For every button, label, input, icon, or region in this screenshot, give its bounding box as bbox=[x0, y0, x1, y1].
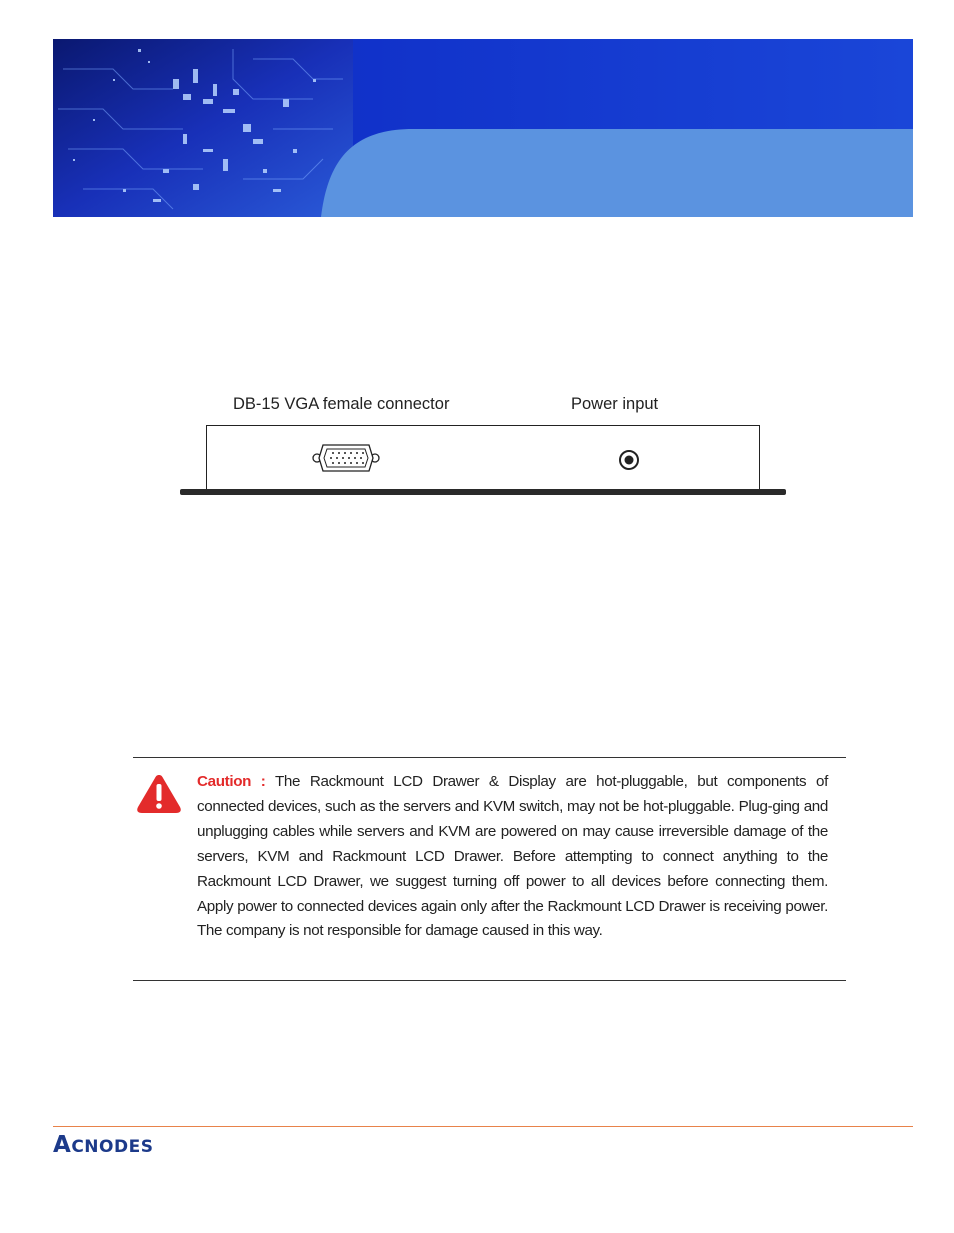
power-input-label: Power input bbox=[571, 395, 659, 413]
panel-base bbox=[180, 489, 786, 495]
rear-panel-diagram bbox=[180, 392, 786, 502]
footer-divider bbox=[53, 1126, 913, 1127]
caution-text bbox=[197, 770, 828, 944]
vga-connector-label: DB-15 VGA female connector bbox=[233, 395, 450, 413]
warning-icon bbox=[136, 773, 182, 815]
caution-body: The Rackmount LCD Drawer & Display are hot-pluggable, but components of connected devices, such as the servers and KVM switch, may not be hot-pluggable. Plug-ging and unplugging cables while servers and KVM are powered on may cause irreversible damage of the servers, KVM and Rackmount LCD Drawer. Before attempting to connect anything to the Rackmount LCD Drawer, we suggest turning off power to all devices before connecting them. Apply power to connected devices again only after the Rackmount LCD Drawer is receiving power. The company is not responsible for damage caused in this way. bbox=[197, 773, 828, 940]
logo-initial: A bbox=[53, 1132, 72, 1158]
rear-panel bbox=[206, 425, 760, 489]
vga-connector-icon bbox=[311, 442, 381, 474]
power-jack-icon bbox=[618, 449, 640, 471]
caution-title: Caution : bbox=[197, 773, 266, 790]
acnodes-logo bbox=[53, 1132, 153, 1158]
logo-rest: CNODES bbox=[71, 1137, 154, 1157]
header-banner bbox=[53, 39, 913, 217]
circuit-board-image bbox=[53, 39, 353, 217]
caution-box bbox=[133, 757, 846, 981]
